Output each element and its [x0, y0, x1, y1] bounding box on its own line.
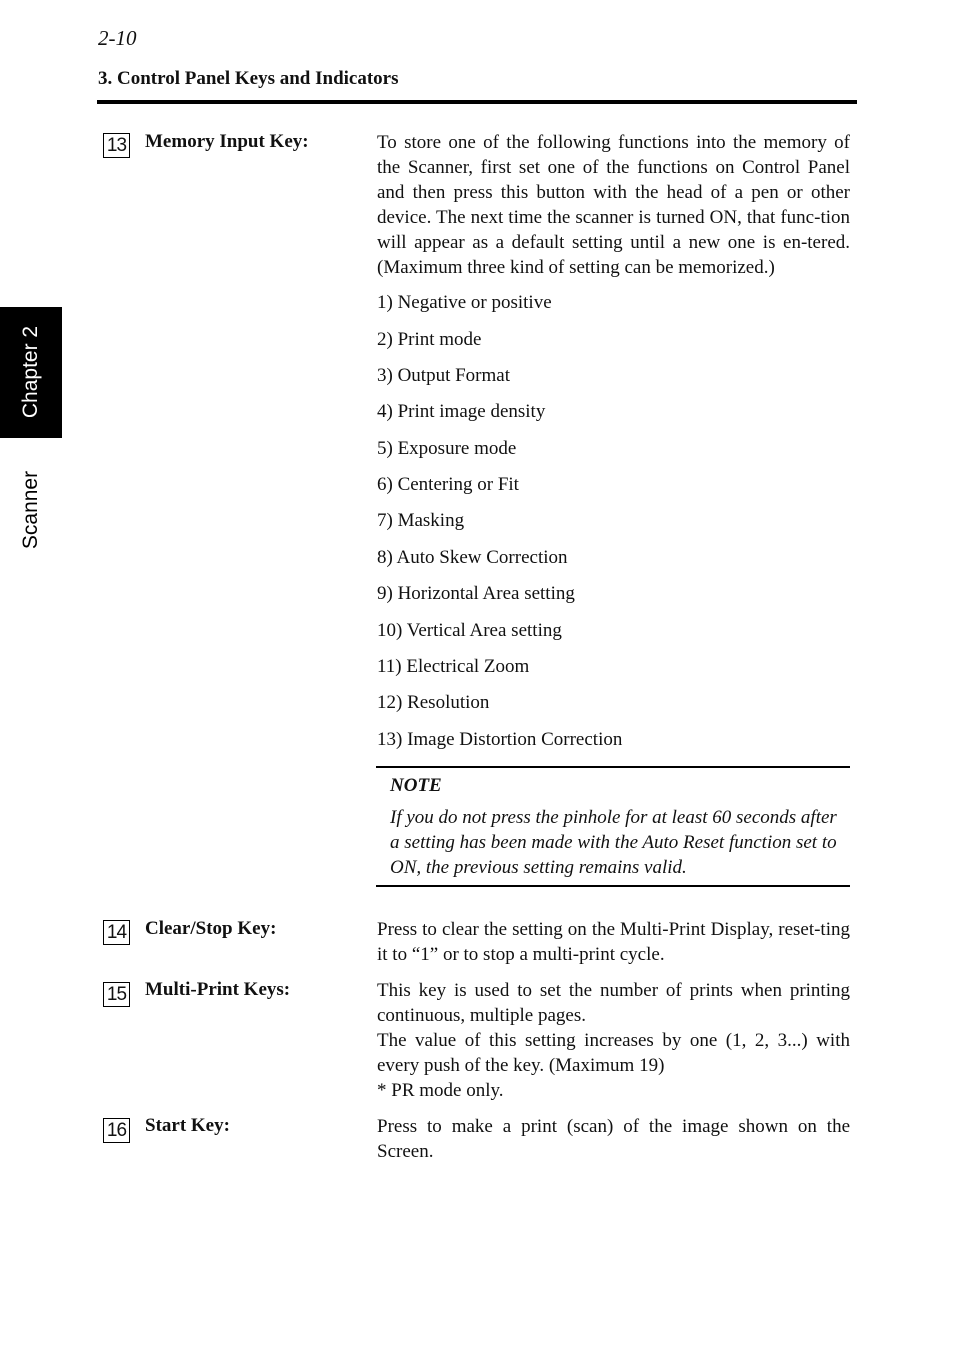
memory-function-item: 2) Print mode: [377, 329, 482, 350]
key-label-memory-input: Memory Input Key:: [145, 131, 309, 152]
key-number-14: 14: [103, 920, 130, 945]
memory-function-item: 9) Horizontal Area setting: [377, 583, 575, 604]
key-number-13: 13: [103, 133, 130, 158]
memory-function-item: 1) Negative or positive: [377, 292, 552, 313]
key-description-start: Press to make a print (scan) of the image shown on the Screen.: [377, 1116, 850, 1162]
key-label-multi-print: Multi-Print Keys:: [145, 979, 291, 1000]
memory-function-item: 10) Vertical Area setting: [377, 620, 562, 641]
memory-function-item: 4) Print image density: [377, 401, 546, 422]
note-bottom-rule: [376, 885, 850, 887]
multi-print-line: * PR mode only.: [377, 1080, 504, 1101]
note-title: NOTE: [390, 775, 442, 796]
key-label-start: Start Key:: [145, 1115, 230, 1136]
memory-function-item: 6) Centering or Fit: [377, 474, 519, 495]
note-top-rule: [376, 766, 850, 768]
memory-function-item: 3) Output Format: [377, 365, 510, 386]
section-title: 3. Control Panel Keys and Indicators: [98, 68, 399, 89]
key-label-clear-stop: Clear/Stop Key:: [145, 918, 277, 939]
key-number-16: 16: [103, 1118, 130, 1143]
key-description-clear-stop: Press to clear the setting on the Multi-Print Display, reset-ting it to “1” or to stop a multi-print cycle.: [377, 919, 850, 965]
memory-function-item: 7) Masking: [377, 510, 465, 531]
note-body: If you do not press the pinhole for at least 60 seconds after a setting has been made with the Auto Reset function set to ON, the previous setting remains valid.: [390, 807, 837, 878]
multi-print-line: This key is used to set the number of prints when printing continuous, multiple pages.: [377, 980, 850, 1026]
chapter-tab-label: Chapter 2: [19, 325, 42, 419]
key-description-multi-print: [377, 978, 850, 1103]
key-description-memory-input: To store one of the following functions into the memory of the Scanner, first set one of the functions on Control Panel and then press this button with the head of a pen or other device. The next time the scanner is turned ON, that func-tion will appear as a default setting until a new one is en-tered. (Maximum three kind of setting can be memorized.): [377, 132, 850, 278]
memory-function-item: 8) Auto Skew Correction: [377, 547, 568, 568]
memory-function-item: 11) Electrical Zoom: [377, 656, 530, 677]
memory-function-item: 13) Image Distortion Correction: [377, 729, 623, 750]
header-rule: [97, 100, 857, 104]
key-number-15: 15: [103, 982, 130, 1007]
multi-print-line: The value of this setting increases by one (1, 2, 3...) with every push of the key. (Maximum 19): [377, 1030, 850, 1076]
page-number: 2-10: [98, 26, 137, 50]
memory-function-item: 12) Resolution: [377, 692, 490, 713]
memory-function-item: 5) Exposure mode: [377, 438, 517, 459]
section-tab-label: Scanner: [19, 470, 42, 550]
